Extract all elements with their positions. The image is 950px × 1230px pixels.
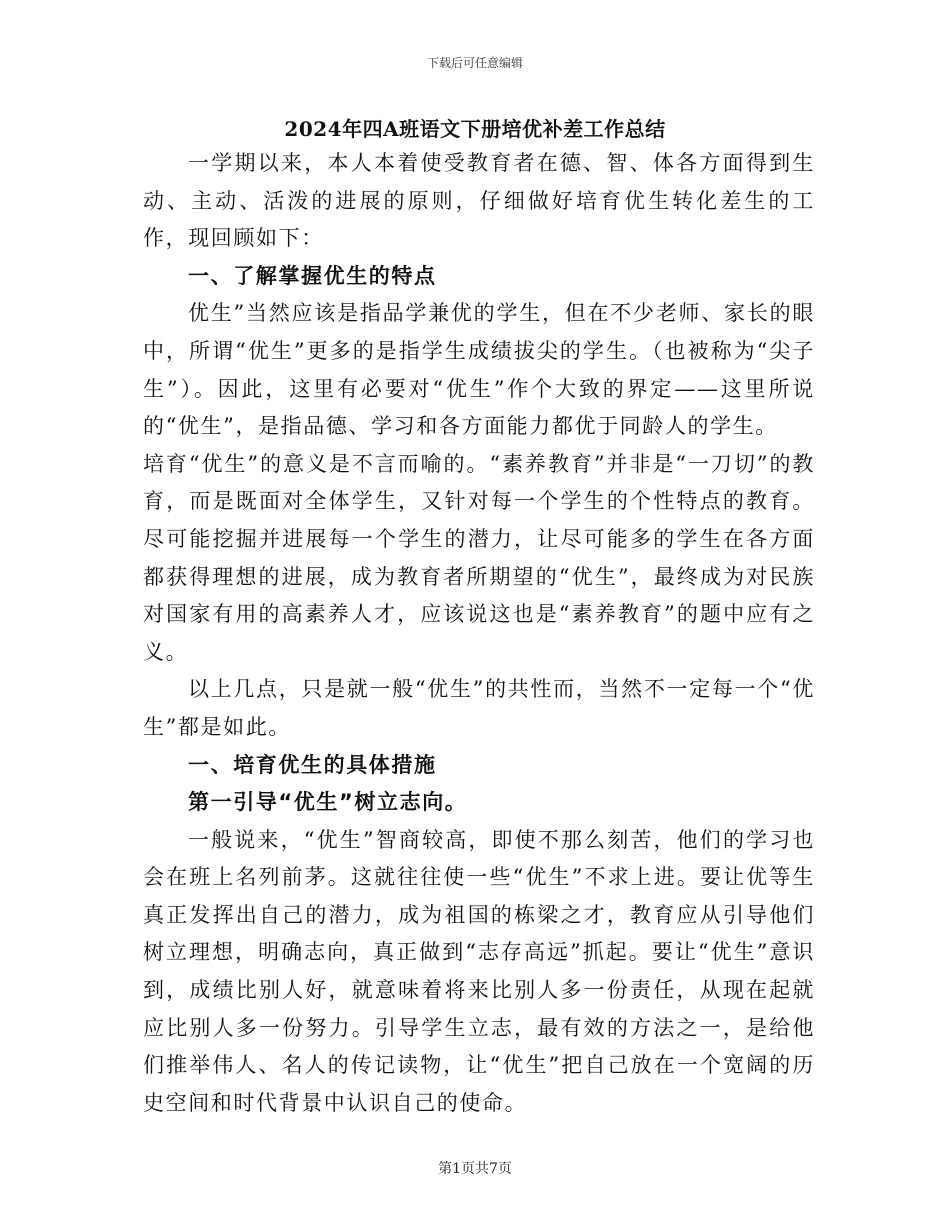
header-note: 下载后可任意编辑 <box>426 56 523 70</box>
subheading-ambition: 第一引导“优生”树立志向。 <box>188 790 468 815</box>
section-heading-understand: 一、了解掌握优生的特点 <box>188 263 437 288</box>
section-heading-measures: 一、培育优生的具体措施 <box>188 752 437 777</box>
page-number: 第1页共7页 <box>438 1161 512 1177</box>
body-paragraph-summary: 以上几点，只是就一般“优生”的共性而，当然不一定每一个“优生”都是如此。 <box>143 677 815 739</box>
document-title: 2024年四A班语文下册培优补差工作总结 <box>284 117 666 141</box>
body-paragraph-significance: 培育“优生”的意义是不言而喻的。“素养教育”并非是“一刀切”的教育，而是既面对全体学生，又针对每一个学生的个性特点的教育。尽可能挖掘并进展每一个学生的潜力，让尽可能多的学生在各方面都获得理想的进展，成为教育者所期望的“优生”，最终成为对民族对国家有用的高素养人才，应该说这也是“素养教育”的题中应有之义。 <box>143 451 815 664</box>
body-paragraph-ambition: 一般说来，“优生”智商较高，即使不那么刻苦，他们的学习也会在班上名列前茅。这就往往使一些“优生”不求上进。要让优等生真正发挥出自己的潜力，成为祖国的栋梁之才，教育应从引导他们树立理想，明确志向，真正做到“志存高远”抓起。要让“优生”意识到，成绩比别人好，就意味着将来比别人多一份责任，从现在起就应比别人多一份努力。引导学生立志，最有效的方法之一，是给他们推举伟人、名人的传记读物，让“优生”把自己放在一个宽阔的历史空间和时代背景中认识自己的使命。 <box>143 827 815 1115</box>
intro-paragraph: 一学期以来，本人本着使受教育者在德、智、体各方面得到生动、主动、活泼的进展的原则，仔细做好培育优生转化差生的工作，现回顾如下： <box>143 151 815 251</box>
document-body <box>143 145 815 1122</box>
body-paragraph-definition: 优生”当然应该是指品学兼优的学生，但在不少老师、家长的眼中，所谓“优生”更多的是指学生成绩拔尖的学生。（也被称为“尖子生”）。因此，这里有必要对“优生”作个大致的界定——这里所说的“优生”，是指品德、学习和各方面能力都优于同龄人的学生。 <box>143 301 815 439</box>
